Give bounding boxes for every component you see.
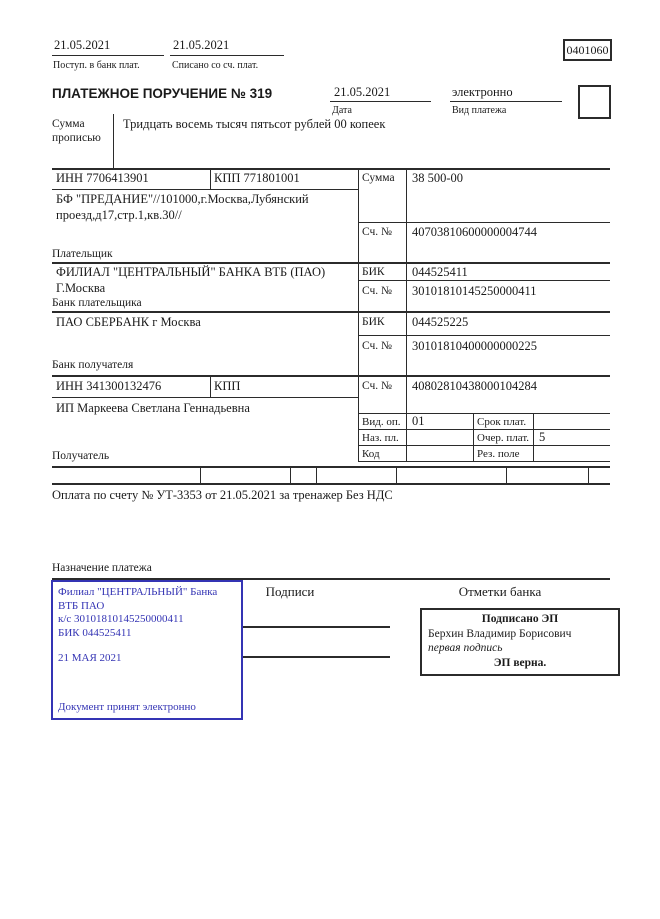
pay-term-label: Срок плат. <box>477 416 527 428</box>
divider <box>450 101 562 102</box>
divider <box>52 483 610 485</box>
stamp-bik: БИК 044525411 <box>58 626 132 639</box>
divider <box>52 168 610 170</box>
stamp-corr-account: к/с 30101810145250000411 <box>58 613 184 625</box>
form-code-box: 0401060 <box>563 39 612 61</box>
payer-bank-account-label: Сч. № <box>362 285 393 297</box>
bank-stamp <box>51 580 243 720</box>
priority-value: 5 <box>539 430 546 444</box>
sum-label: Сумма <box>362 172 395 184</box>
divider <box>358 168 359 262</box>
payer-bank-section-label: Банк плательщика <box>52 297 142 309</box>
purpose-kind-label: Наз. пл. <box>362 432 399 444</box>
op-type-label: Вид. оп. <box>362 416 401 428</box>
payer-account-label: Сч. № <box>362 226 393 238</box>
beneficiary-bank-bik-label: БИК <box>362 316 385 328</box>
payment-purpose-text: Оплата по счету № УТ-3353 от 21.05.2021 за тренажер Без НДС <box>52 488 393 502</box>
beneficiary-account-label: Сч. № <box>362 380 393 392</box>
divider <box>506 466 507 483</box>
divider <box>358 335 610 336</box>
divider <box>330 101 431 102</box>
divider <box>52 55 164 56</box>
date-received-label: Поступ. в банк плат. <box>53 60 140 71</box>
payment-purpose-label: Назначение платежа <box>52 562 152 574</box>
beneficiary-kpp-label: КПП <box>214 379 241 393</box>
priority-label: Очер. плат. <box>477 432 530 444</box>
payer-bank-account: 30101810145250000411 <box>412 284 537 298</box>
divider <box>210 168 211 189</box>
date-debited-value: 21.05.2021 <box>173 38 230 52</box>
sum-value: 38 500-00 <box>412 171 464 185</box>
document-date-label: Дата <box>332 105 352 116</box>
payer-bank-bik: 044525411 <box>412 265 468 279</box>
bank-marks-header: Отметки банка <box>458 584 542 599</box>
payer-bank-bik-label: БИК <box>362 266 385 278</box>
code-label: Код <box>362 448 380 460</box>
beneficiary-account: 40802810438000104284 <box>412 379 537 393</box>
divider <box>52 466 610 468</box>
payer-account: 40703810600000004744 <box>412 225 537 239</box>
date-debited-label: Списано со сч. плат. <box>172 60 259 71</box>
divider <box>316 466 317 483</box>
amount-words-label-2: прописью <box>52 132 101 144</box>
payment-kind-label: Вид платежа <box>452 105 507 116</box>
electronic-signature-box <box>420 608 620 676</box>
divider <box>358 262 359 311</box>
status-box <box>578 85 611 119</box>
document-title: ПЛАТЕЖНОЕ ПОРУЧЕНИЕ № 319 <box>52 86 273 101</box>
beneficiary-name: ИП Маркеева Светлана Геннадьевна <box>56 401 250 415</box>
payment-kind-value: электронно <box>452 85 513 99</box>
divider <box>406 168 407 262</box>
signatures-header: Подписи <box>265 584 315 599</box>
ep-title: Подписано ЭП <box>481 613 559 625</box>
divider <box>358 311 359 375</box>
divider <box>406 262 407 311</box>
beneficiary-bank-account-label: Сч. № <box>362 340 393 352</box>
ep-signer-name: Берхин Владимир Борисович <box>428 627 572 640</box>
stamp-note: Документ принят электронно <box>58 700 196 713</box>
amount-words-label-1: Сумма <box>52 118 85 130</box>
divider <box>52 311 610 313</box>
beneficiary-bank-account: 30101810400000000225 <box>412 339 537 353</box>
divider <box>52 189 358 190</box>
divider <box>170 55 284 56</box>
ep-verified: ЭП верна. <box>493 656 547 669</box>
divider <box>52 375 610 377</box>
beneficiary-inn: ИНН 341300132476 <box>56 379 162 393</box>
divider <box>210 375 211 397</box>
divider <box>406 375 407 461</box>
divider <box>113 114 114 168</box>
ep-signature-kind: первая подпись <box>428 642 503 654</box>
stamp-date: 21 МАЯ 2021 <box>58 652 122 664</box>
stamp-bank-name-2: ВТБ ПАО <box>58 599 105 612</box>
stamp-bank-name-1: Филиал "ЦЕНТРАЛЬНЫЙ" Банка <box>58 586 218 598</box>
divider <box>358 375 359 461</box>
document-date-value: 21.05.2021 <box>334 85 391 99</box>
divider <box>588 466 589 483</box>
divider <box>290 466 291 483</box>
divider <box>52 262 610 264</box>
beneficiary-section-label: Получатель <box>52 450 110 462</box>
payer-inn: ИНН 7706413901 <box>56 171 149 185</box>
payer-section-label: Плательщик <box>52 248 113 260</box>
divider <box>358 413 610 414</box>
divider <box>473 413 474 461</box>
amount-words-value: Тридцать восемь тысяч пятьсот рублей 00 копеек <box>123 117 386 131</box>
date-received-value: 21.05.2021 <box>54 38 111 52</box>
payer-kpp: КПП 771801001 <box>214 171 300 185</box>
beneficiary-bank-bik: 044525225 <box>412 315 469 329</box>
divider <box>358 280 610 281</box>
divider <box>396 466 397 483</box>
beneficiary-bank-name: ПАО СБЕРБАНК г Москва <box>56 315 201 329</box>
payer-bank-name: ФИЛИАЛ "ЦЕНТРАЛЬНЫЙ" БАНКА ВТБ (ПАО) <box>56 265 326 279</box>
divider <box>52 397 358 398</box>
reserve-label: Рез. поле <box>477 448 520 460</box>
divider <box>200 466 201 483</box>
payer-bank-city: Г.Москва <box>56 281 106 295</box>
op-type-value: 01 <box>412 414 425 428</box>
payer-name: БФ "ПРЕДАНИЕ"//101000,г.Москва,Лубянский проезд,д17,стр.1,кв.30// <box>56 192 309 222</box>
divider <box>406 311 407 375</box>
beneficiary-bank-section-label: Банк получателя <box>52 359 134 371</box>
divider <box>533 413 534 461</box>
stamp-spacer <box>58 640 236 652</box>
divider <box>358 222 610 223</box>
